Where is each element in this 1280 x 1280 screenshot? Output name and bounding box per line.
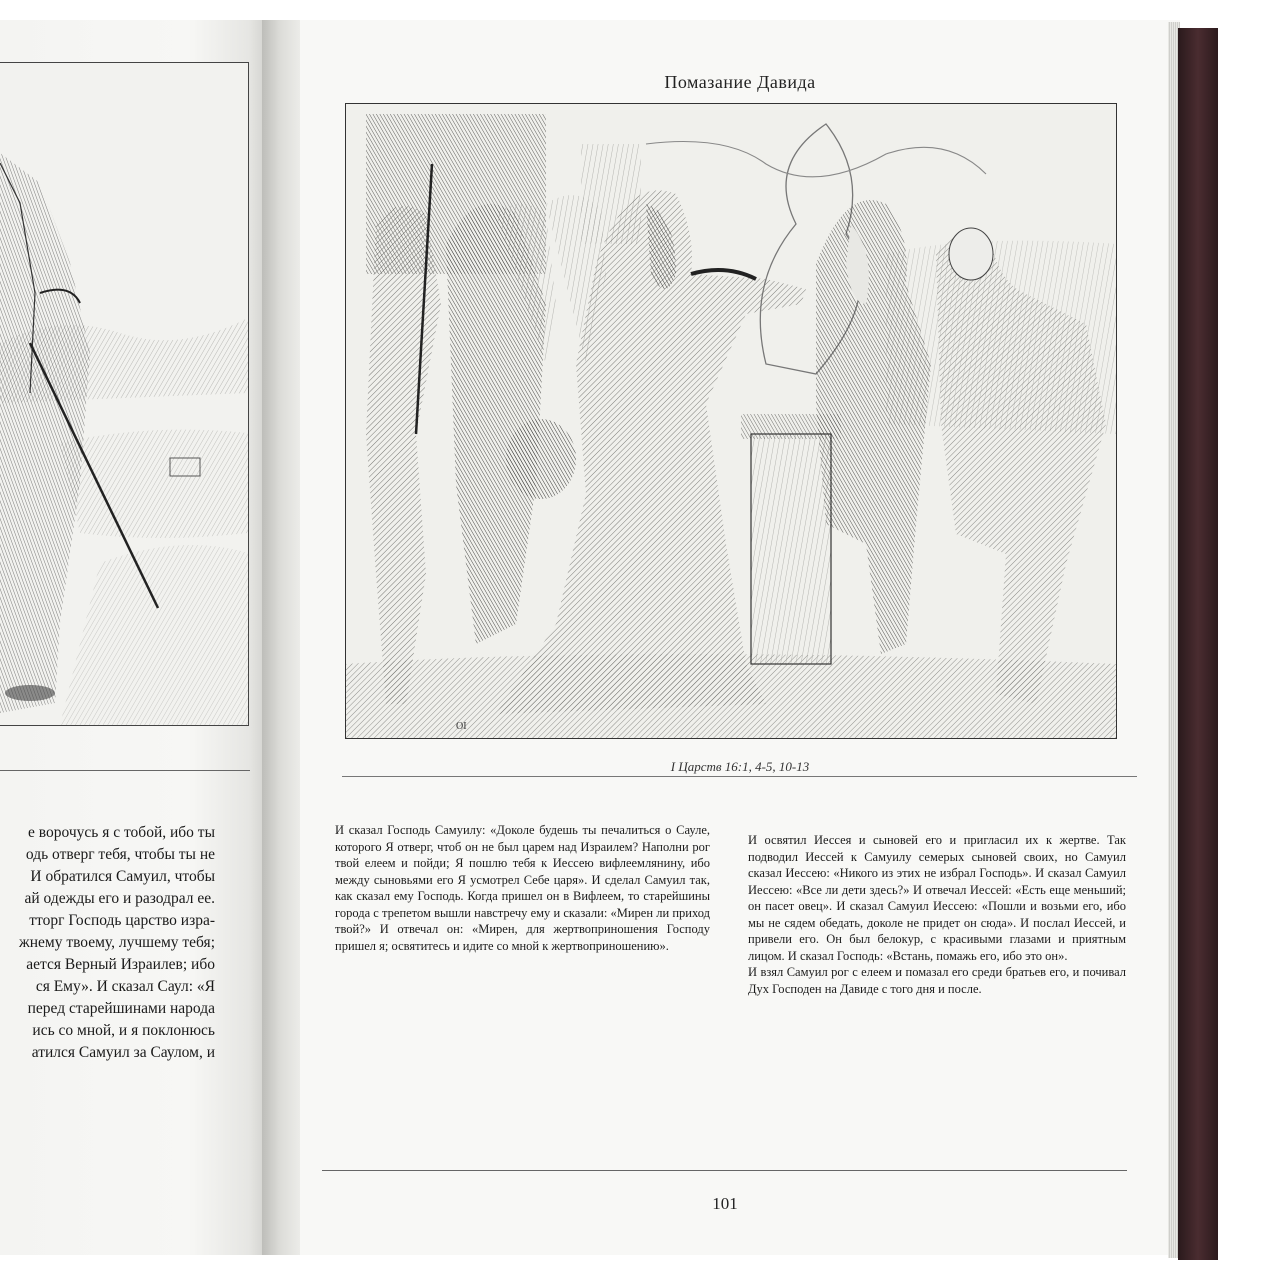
text-column-2 [748, 832, 1126, 997]
book-cover-edge [1178, 28, 1218, 1260]
text-line: ся Ему». И сказал Саул: «Я [35, 978, 215, 995]
engraver-signature: OI [456, 721, 467, 732]
chapter-title: Помазание Давида [664, 72, 816, 92]
scripture-reference: I Царств 16:1, 4-5, 10-13 [670, 759, 810, 774]
text-line: атился Самуил за Саулом, и [31, 1044, 215, 1061]
text-line: перед старейшинами народа [27, 1000, 215, 1017]
left-page-text [0, 822, 215, 1064]
text-line: е ворочусь я с тобой, ибо ты [28, 824, 215, 841]
left-engraving-figure [0, 63, 248, 725]
reference-rule [342, 776, 1137, 777]
anointing-engraving [345, 103, 1117, 739]
text-line: одь отверг тебя, чтобы ты не [25, 846, 215, 863]
paragraph: И освятил Иессея и сыновей его и пригласил их к жертве. Так подводил Иессей к Самуилу семерых сыновей своих, но Самуил сказал Иессею: «Никого из этих не избрал Господь». И сказал Самуил Иессею: «Все ли дети здесь?» И отвечал Иессей: «Есть еще меньший; он пасет овец». И сказал Самуил Иессею: «Пошли и возьми его, ибо мы не сядем обедать, доколе не придет он сюда». И послал Иессей, и привели его. Он был белокур, с красивыми глазами и приятным лицом. И сказал Господь: «Встань, помажь его, ибо это он». [748, 833, 1126, 963]
footer-rule [322, 1170, 1127, 1171]
text-line: тторг Господь царство изра- [29, 912, 215, 929]
engraving-scene [346, 104, 1116, 738]
text-line: ай одежды его и разодрал ее. [24, 890, 215, 907]
paragraph: И взял Самуил рог с елеем и помазал его среди братьев его, и почивал Дух Господен на Давиде с того дня и после. [748, 965, 1126, 996]
text-column-1 [335, 822, 710, 954]
text-line: жнему твоему, лучшему тебя; [19, 934, 215, 951]
paragraph: И сказал Господь Самуилу: «Доколе будешь ты печалиться о Сауле, которого Я отверг, чтоб он не был царем над Израилем? Наполни рог твой елеем и пойди; Я пошлю тебя к Иессею вифлеемлянину, ибо между сыновьями его Я усмотрел Себе царя». И сделал Самуил так, как сказал ему Господь. Когда пришел он в Вифлеем, то старейшины города с трепетом вышли навстречу ему и сказали: «Мирен ли приход твой?» И отвечал он: «Мирен, для жертвоприношения Господу пришел я; освятитесь и идите со мной к жертвоприношению». [335, 823, 710, 953]
text-line: ается Верный Израилев; ибо [26, 956, 215, 973]
left-page-rule [0, 770, 250, 771]
text-line: ись со мной, и я поклонюсь [32, 1022, 215, 1039]
text-line: И обратился Самуил, чтобы [30, 868, 215, 885]
page-number: 101 [712, 1194, 738, 1213]
left-engraving [0, 62, 249, 726]
